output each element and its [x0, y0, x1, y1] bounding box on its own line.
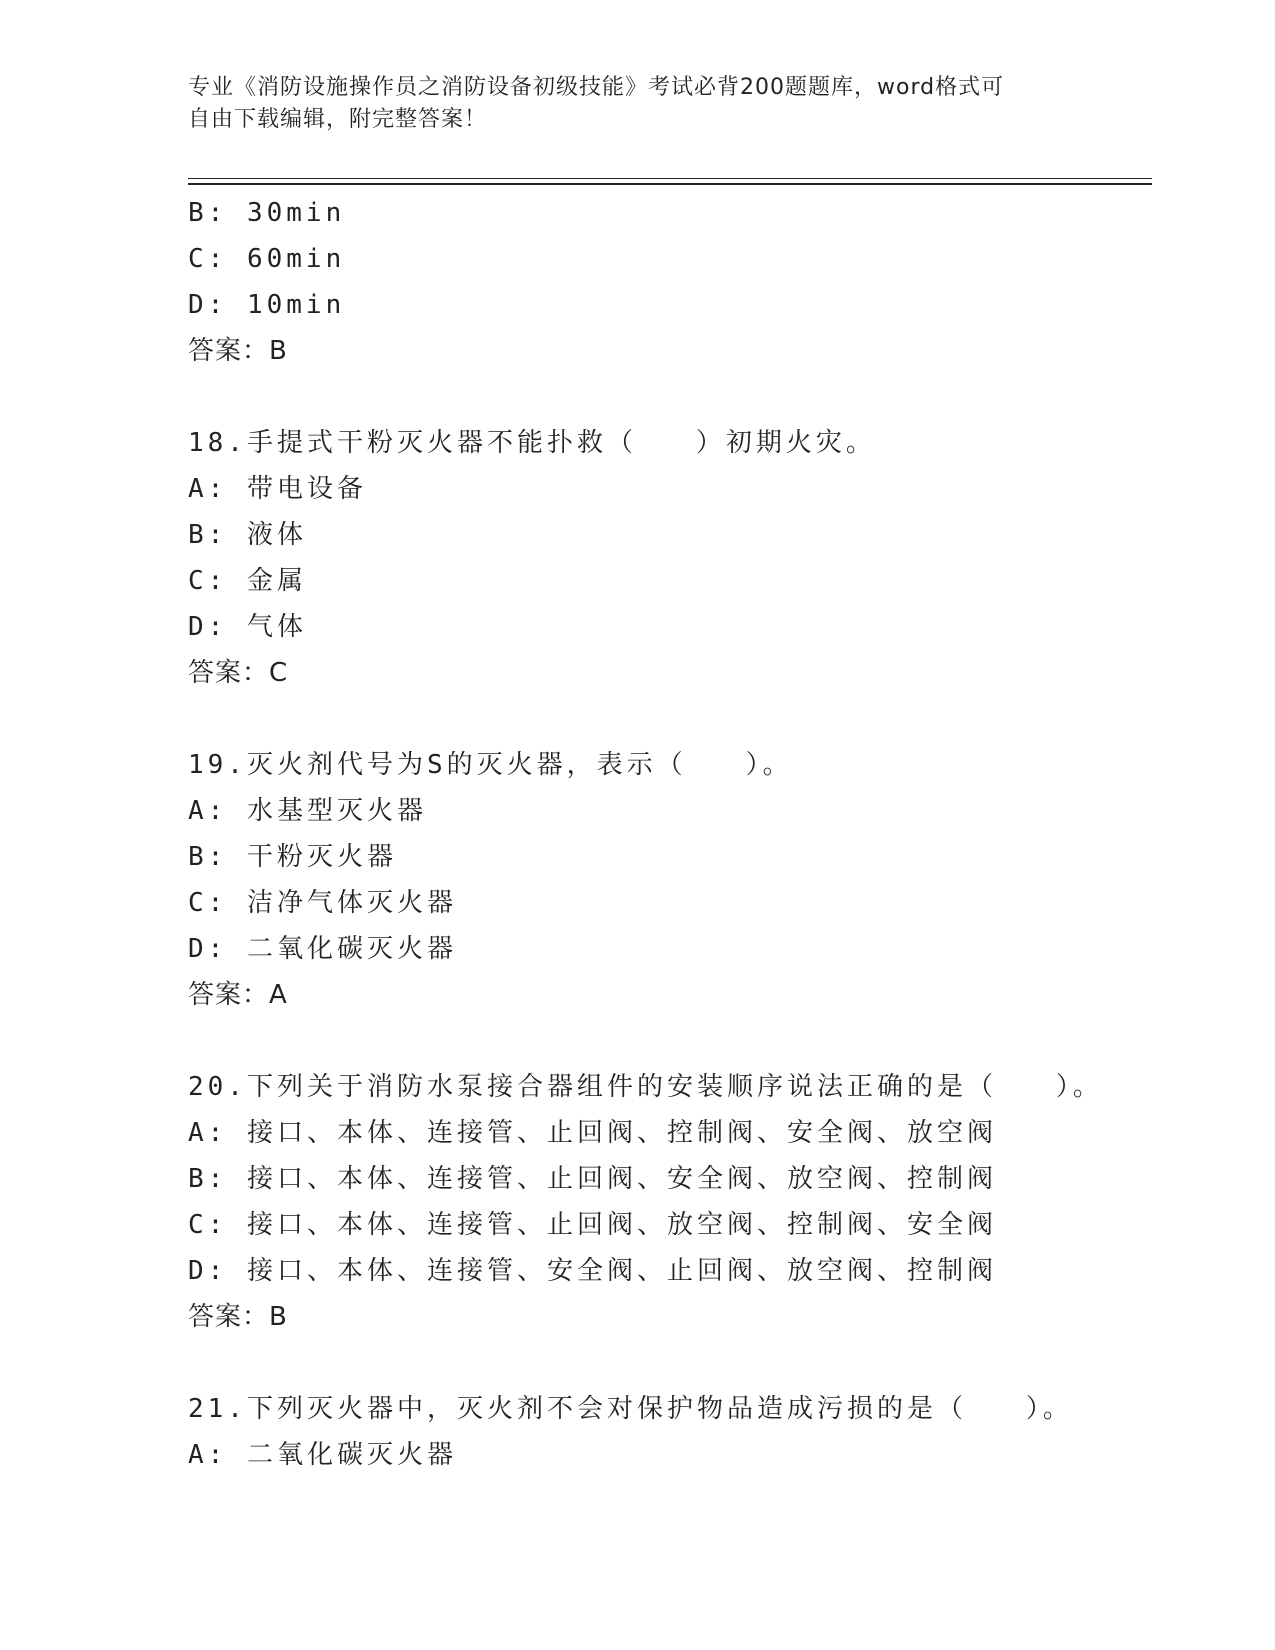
option-d: D: 10min	[188, 290, 346, 320]
option-b: B: 液体	[188, 520, 307, 550]
option-d: D: 二氧化碳灭火器	[188, 934, 457, 964]
question-20	[188, 1064, 1148, 1340]
question-stem: 21.下列灭火器中，灭火剂不会对保护物品造成污损的是（ ）。	[188, 1394, 1073, 1424]
option-a: A: 带电设备	[188, 474, 367, 504]
header-line-1: 专业《消防设施操作员之消防设备初级技能》考试必背200题题库，word格式可	[188, 75, 1005, 100]
option-c: C: 金属	[188, 566, 307, 596]
option-c: C: 60min	[188, 244, 346, 274]
header-divider-thick	[188, 183, 1152, 185]
question-stem: 19.灭火剂代号为S的灭火器，表示（ ）。	[188, 750, 793, 780]
answer: 答案：B	[188, 336, 288, 366]
answer: 答案：C	[188, 658, 289, 688]
option-b: B: 干粉灭火器	[188, 842, 397, 872]
header-line-2: 自由下载编辑，附完整答案！	[188, 107, 488, 132]
question-list	[188, 190, 1148, 1478]
option-d: D: 接口、本体、连接管、安全阀、止回阀、放空阀、控制阀	[188, 1256, 997, 1286]
answer: 答案：B	[188, 1302, 288, 1332]
option-b: B: 接口、本体、连接管、止回阀、安全阀、放空阀、控制阀	[188, 1164, 997, 1194]
option-a: A: 接口、本体、连接管、止回阀、控制阀、安全阀、放空阀	[188, 1118, 997, 1148]
question-21	[188, 1386, 1148, 1478]
header-divider-thin	[188, 178, 1152, 179]
option-d: D: 气体	[188, 612, 307, 642]
option-c: C: 接口、本体、连接管、止回阀、放空阀、控制阀、安全阀	[188, 1210, 997, 1240]
question-17-remainder	[188, 190, 1148, 374]
question-18	[188, 420, 1148, 696]
question-19	[188, 742, 1148, 1018]
answer: 答案：A	[188, 980, 288, 1010]
option-a: A: 二氧化碳灭火器	[188, 1440, 457, 1470]
question-stem: 18.手提式干粉灭火器不能扑救（ ）初期火灾。	[188, 428, 876, 458]
option-c: C: 洁净气体灭火器	[188, 888, 457, 918]
page-header	[188, 72, 1068, 136]
question-stem: 20.下列关于消防水泵接合器组件的安装顺序说法正确的是（ ）。	[188, 1072, 1103, 1102]
option-b: B: 30min	[188, 198, 346, 228]
option-a: A: 水基型灭火器	[188, 796, 427, 826]
